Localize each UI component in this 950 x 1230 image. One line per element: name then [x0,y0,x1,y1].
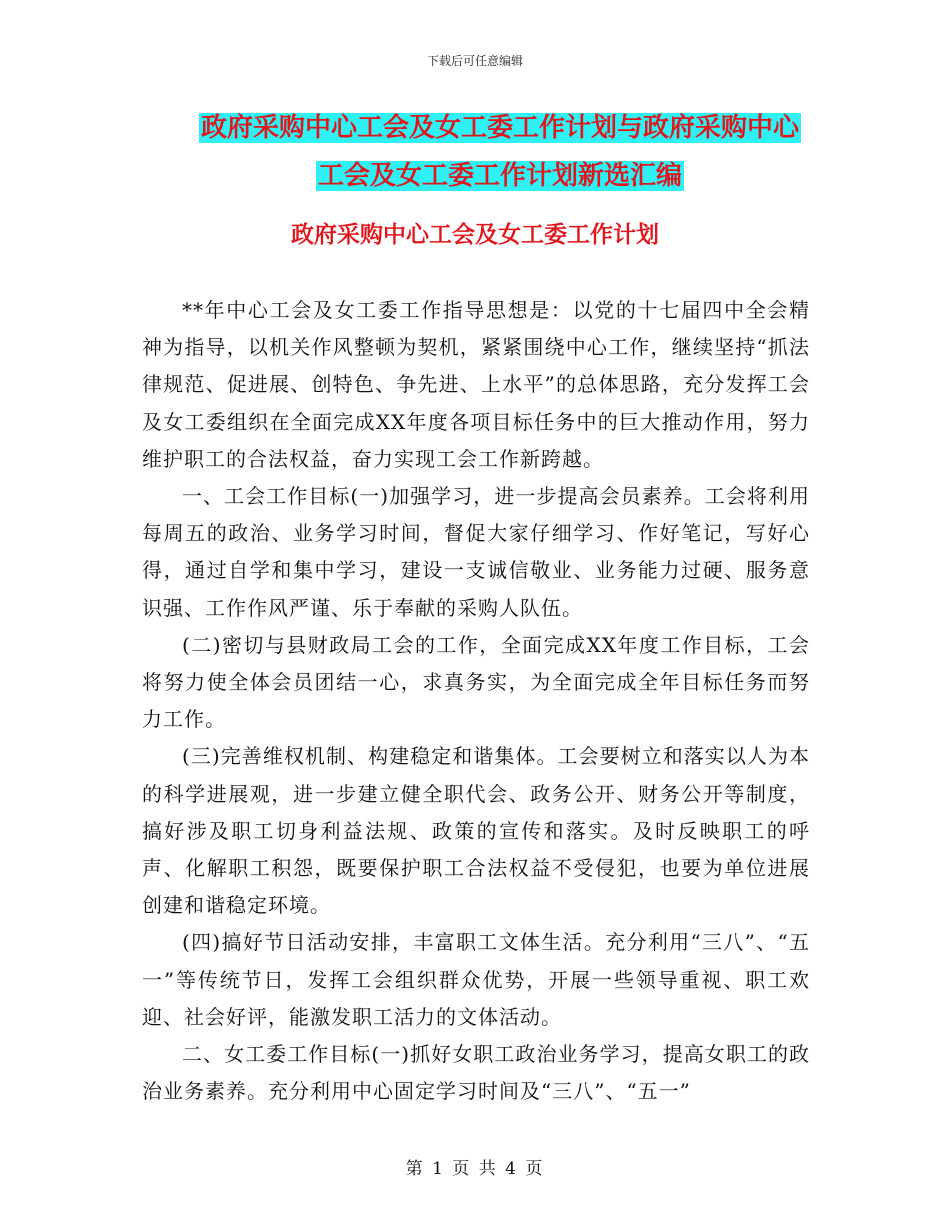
paragraph: 一、工会工作目标(一)加强学习，进一步提高会员素养。工会将利用每周五的政治、业务学习时间，督促大家仔细学习、作好笔记，写好心得，通过自学和集中学习，建设一支诚信敬业、业务能力过硬、服务意识强、工作作风严谨、乐于奉献的采购人队伍。 [142,484,810,620]
section-heading: 政府采购中心工会及女工委工作计划 [291,221,659,248]
paragraph: (二)密切与县财政局工会的工作，全面完成XX年度工作目标，工会将努力使全体会员团结一心，求真务实，为全面完成全年目标任务而努力工作。 [142,632,810,732]
paragraph: **年中心工会及女工委工作指导思想是：以党的十七届四中全会精神为指导，以机关作风整顿为契机，紧紧围绕中心工作，继续坚持“抓法律规范、促进展、创特色、争先进、上水平”的总体思路，充分发挥工会及女工委组织在全面完成XX年度各项目标任务中的巨大推动作用，努力维护职工的合法权益，奋力实现工会工作新跨越。 [142,298,810,471]
paragraph: (四)搞好节日活动安排，丰富职工文体生活。充分利用“三八”、“五一”等传统节日，发挥工会组织群众优势，开展一些领导重视、职工欢迎、社会好评，能激发职工活力的文体活动。 [142,930,810,1029]
document-title-line-1: 政府采购中心工会及女工委工作计划与政府采购中心 [200,113,799,143]
paragraph: 二、女工委工作目标(一)抓好女职工政治业务学习，提高女职工的政治业务素养。充分利用中心固定学习时间及“三八”、“五一” [142,1042,810,1104]
paragraph: (三)完善维权机制、构建稳定和谐集体。工会要树立和落实以人为本的科学进展观，进一步建立健全职代会、政务公开、财务公开等制度，搞好涉及职工切身利益法规、政策的宣传和落实。及时反映职工的呼声、化解职工积怨，既要保护职工合法权益不受侵犯，也要为单位进展创建和谐稳定环境。 [142,744,810,918]
page-footer-number: 第 1 页 共 4 页 [405,1159,545,1179]
document-title-line-2: 工会及女工委工作计划新选汇编 [317,161,682,191]
page-header-note: 下载后可任意编辑 [426,54,523,68]
document-title [140,104,860,200]
document-body [142,292,810,1110]
